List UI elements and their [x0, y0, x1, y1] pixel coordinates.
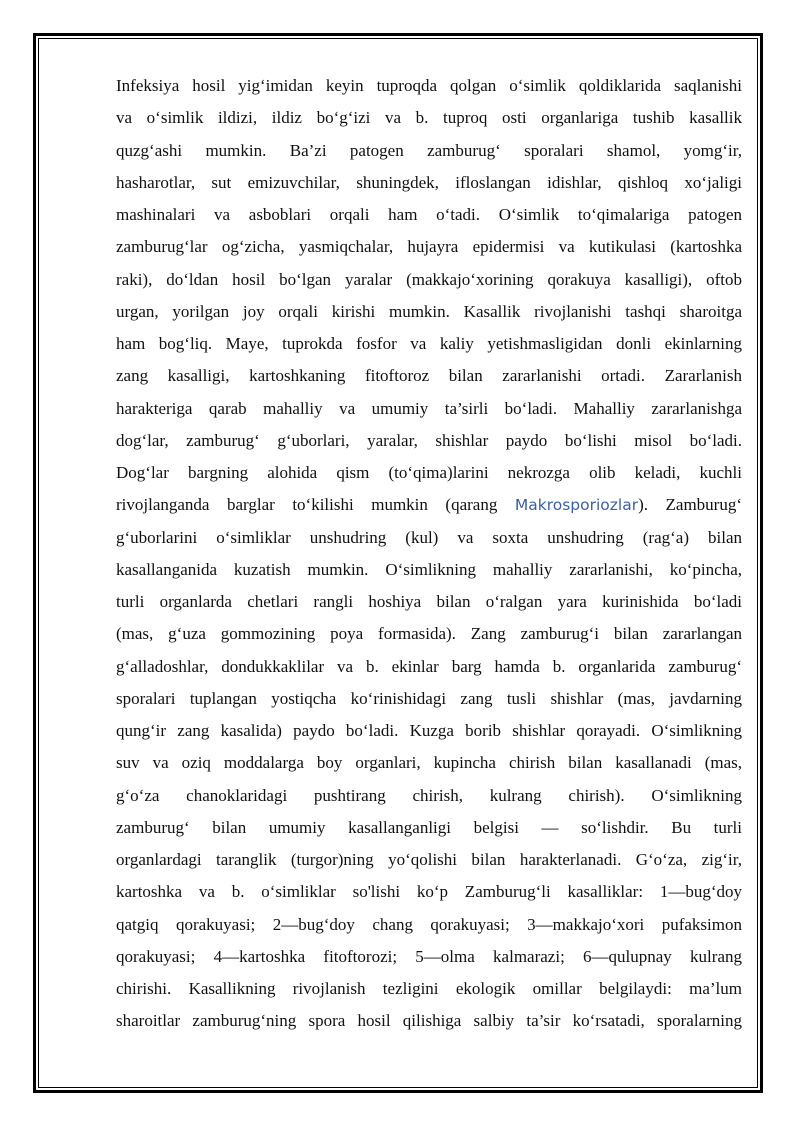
- text-line: (mas, g‘uza gommozining poya formasida). Zang zamburug‘i bilan zararlangan: [116, 624, 742, 644]
- text-line: va o‘simlik ildizi, ildiz bo‘g‘izi va b. tuproq osti organlariga tushib kasallik: [116, 108, 742, 128]
- text-line: sharoitlar zamburug‘ning spora hosil qilishiga salbiy ta’sir ko‘rsatadi, sporalarning: [116, 1011, 742, 1031]
- text-line: Infeksiya hosil yig‘imidan keyin tuproqda qolgan o‘simlik qoldiklarida saqlanishi: [116, 76, 742, 95]
- text-line: organlardagi taranglik (turgor)ning yo‘qolishi bilan harakterlanadi. G‘o‘za, zig‘ir,: [116, 850, 742, 869]
- text-line: Dog‘lar bargning alohida qism (to‘qima)larini nekrozga olib keladi, kuchli: [116, 463, 742, 482]
- text-line: g‘o‘za chanoklaridagi pushtirang chirish, kulrang chirish). O‘simlikning: [116, 785, 742, 805]
- text-line: zamburug‘ bilan umumiy kasallanganligi belgisi — so‘lishdir. Bu turli: [116, 817, 742, 837]
- body-text: [116, 70, 742, 1038]
- text-line: mashinalari va asboblari orqali ham o‘tadi. O‘simlik to‘qimalariga patogen: [116, 205, 742, 224]
- text-line: raki), do‘ldan hosil bo‘lgan yaralar (makkajo‘xorining qorakuya kasalligi), oftob: [116, 269, 742, 289]
- text-line: zamburug‘lar og‘zicha, yasmiqchalar, hujayra epidermisi va kutikulasi (kartoshka: [116, 237, 742, 257]
- text-line: hasharotlar, sut emizuvchilar, shuningdek, ifloslangan idishlar, qishloq xo‘jaligi: [116, 172, 742, 192]
- text-segment: ). Zamburug‘: [638, 495, 742, 515]
- text-line-with-link: [116, 489, 742, 521]
- text-line: turli organlarda chetlari rangli hoshiya bilan o‘ralgan yara kurinishida bo‘ladi: [116, 592, 742, 611]
- text-line: qung‘ir zang kasalida) paydo bo‘ladi. Kuzga borib shishlar qorayadi. O‘simlikning: [116, 721, 742, 740]
- text-line: suv va oziq moddalarga boy organlari, kupincha chirish bilan kasallanadi (mas,: [116, 753, 742, 773]
- text-line: g‘uborlarini o‘simliklar unshudring (kul) va soxta unshudring (rag‘a) bilan: [116, 527, 742, 547]
- text-line: qorakuyasi; 4—kartoshka fitoftorozi; 5—olma kalmarazi; 6—qulupnay kulrang: [116, 946, 742, 966]
- text-line: g‘alladoshlar, dondukkaklilar va b. ekinlar barg hamda b. organlarida zamburug‘: [116, 656, 742, 676]
- text-line: urgan, yorilgan joy orqali kirishi mumkin. Kasallik rivojlanishi tashqi sharoitga: [116, 301, 742, 321]
- text-line: harakteriga qarab mahalliy va umumiy ta’sirli bo‘ladi. Mahalliy zararlanishga: [116, 398, 742, 418]
- text-line: sporalari tuplangan yostiqcha ko‘rinishidagi zang tusli shishlar (mas, javdarning: [116, 688, 742, 708]
- makrosporiozlar-link[interactable]: Makrosporiozlar: [514, 496, 639, 515]
- text-line: quzg‘ashi mumkin. Ba’zi patogen zamburug‘ sporalari shamol, yomg‘ir,: [116, 140, 742, 160]
- text-line: zang kasalligi, kartoshkaning fitoftoroz bilan zararlanishi ortadi. Zararlanish: [116, 366, 742, 386]
- text-line: kartoshka va b. o‘simliklar so'lishi ko‘p Zamburug‘li kasalliklar: 1—bug‘doy: [116, 882, 742, 902]
- text-line: dog‘lar, zamburug‘ g‘uborlari, yaralar, shishlar paydo bo‘lishi misol bo‘ladi.: [116, 430, 742, 450]
- text-line: kasallanganida kuzatish mumkin. O‘simlikning mahalliy zararlanishi, ko‘pincha,: [116, 559, 742, 579]
- text-line: ham bog‘liq. Maye, tuprokda fosfor va kaliy yetishmasligidan donli ekinlarning: [116, 334, 742, 353]
- text-line: qatgiq qorakuyasi; 2—bug‘doy chang qorakuyasi; 3—makkajo‘xori pufaksimon: [116, 914, 742, 934]
- text-line: chirishi. Kasallikning rivojlanish tezligini ekologik omillar belgilaydi: ma’lum: [116, 979, 742, 998]
- text-segment: rivojlanganda barglar to‘kilishi mumkin (qarang: [116, 495, 515, 515]
